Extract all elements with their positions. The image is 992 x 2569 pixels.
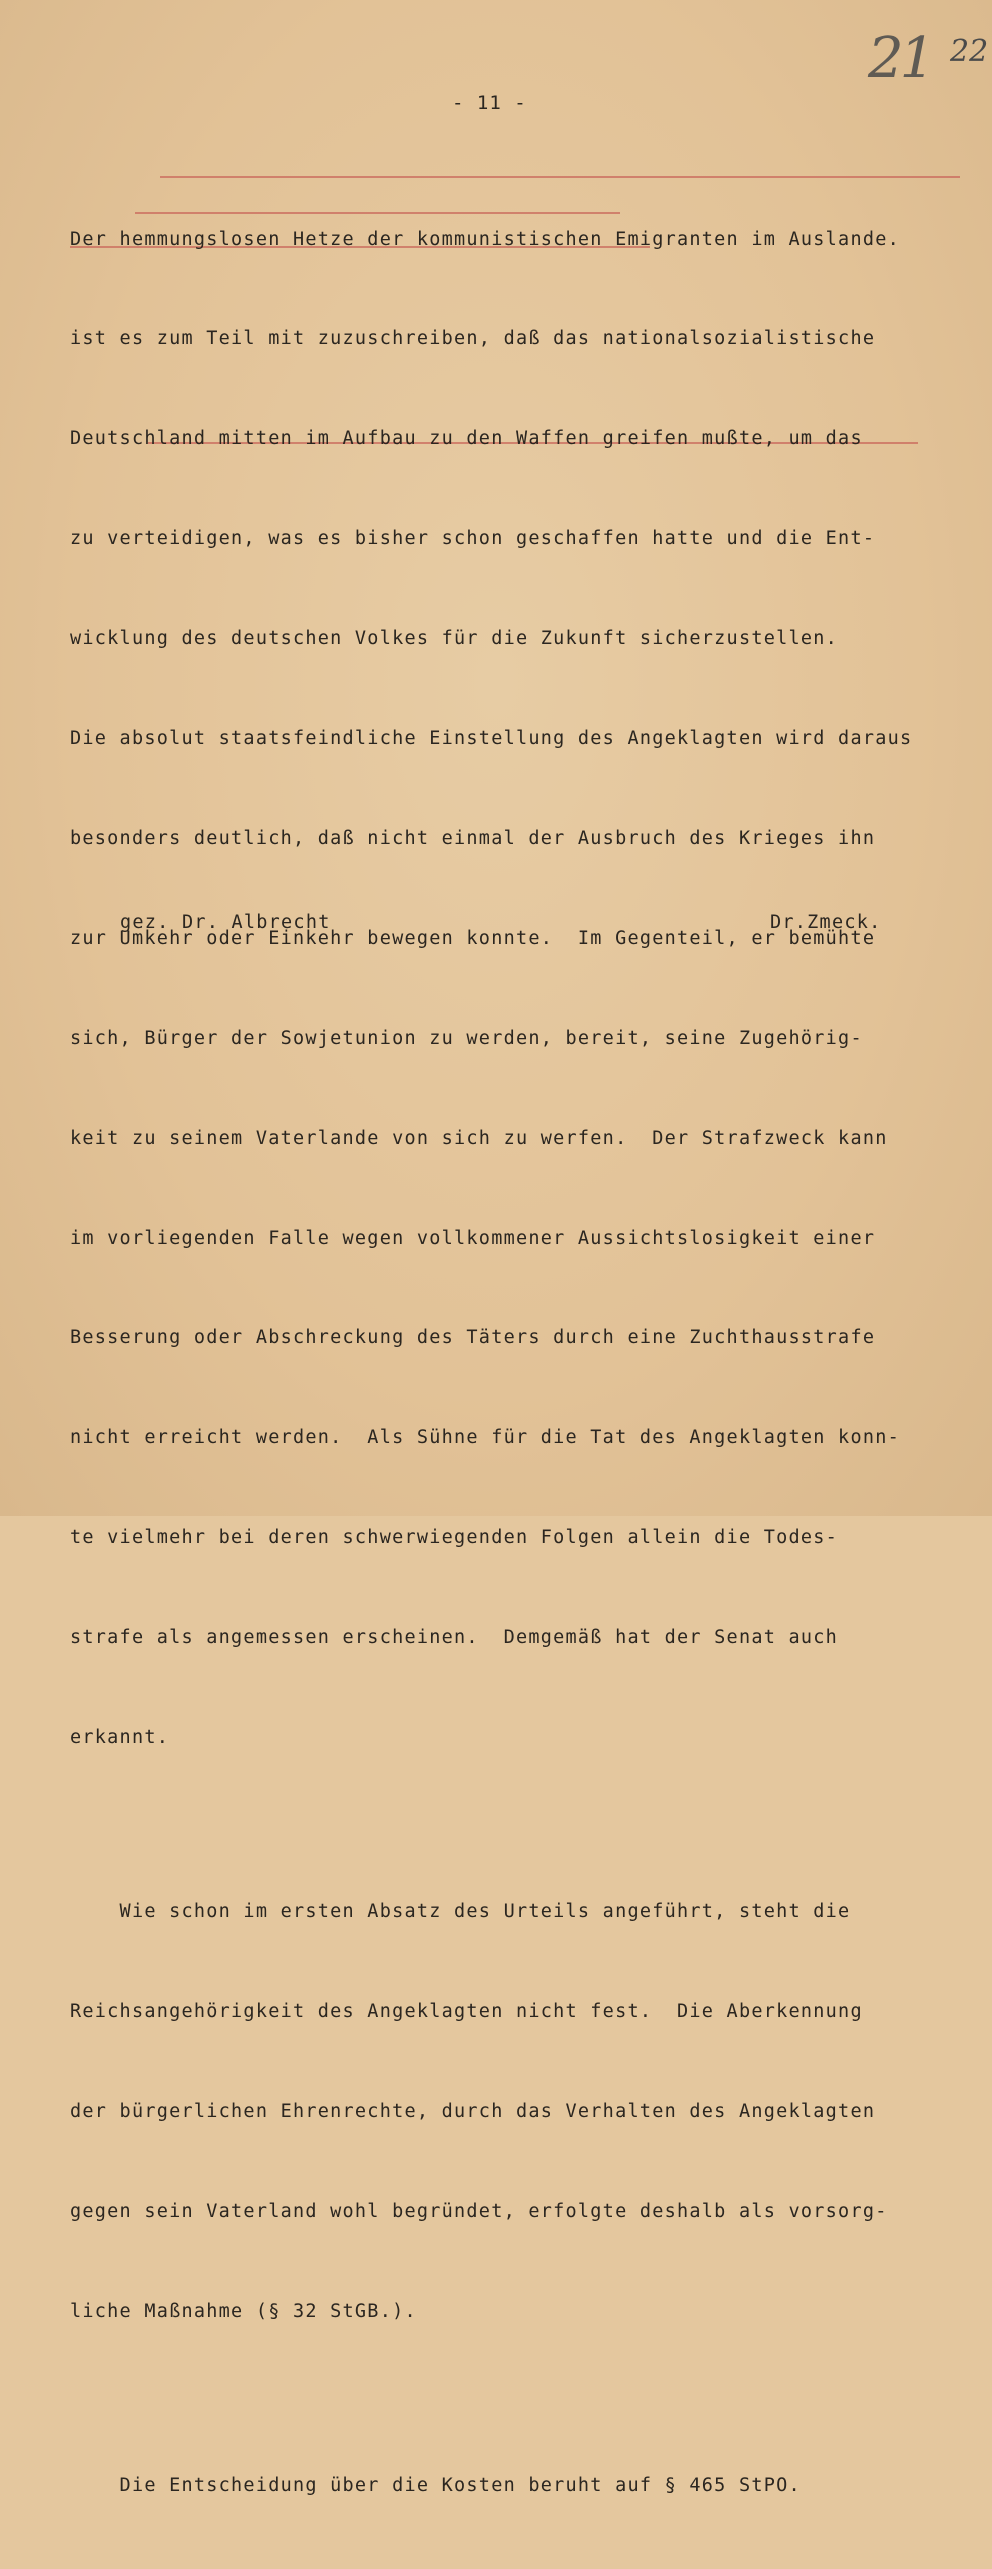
text-line: ist es zum Teil mit zuzuschreiben, daß das nationalsozialistische bbox=[70, 328, 876, 350]
archive-number-main: 21 bbox=[868, 26, 932, 91]
text-line: erkannt. bbox=[70, 1726, 170, 1748]
page-number: - 11 - bbox=[452, 92, 527, 114]
signature-right: Dr.Zmeck. bbox=[770, 912, 882, 933]
text-line: zu verteidigen, was es bisher schon geschaffen hatte und die Ent- bbox=[70, 528, 876, 550]
text-line: besonders deutlich, daß nicht einmal der Ausbruch des Krieges ihn bbox=[70, 827, 876, 849]
text-line: zur Umkehr oder Einkehr bewegen konnte. Im Gegenteil, er bemühte bbox=[70, 927, 876, 949]
text-line: te vielmehr bei deren schwerwiegenden Folgen allein die Todes- bbox=[70, 1527, 839, 1549]
text-line: sich, Bürger der Sowjetunion zu werden, bereit, seine Zugehörig- bbox=[70, 1027, 863, 1049]
text-line: Besserung oder Abschreckung des Täters durch eine Zuchthausstrafe bbox=[70, 1327, 876, 1349]
text-line: Die Entscheidung über die Kosten beruht auf § 465 StPO. bbox=[70, 2475, 801, 2497]
text-line: liche Maßnahme (§ 32 StGB.). bbox=[70, 2301, 417, 2322]
text-line: Deutschland mitten im Aufbau zu den Waffen greifen mußte, um das bbox=[70, 428, 863, 450]
text-line: gegen sein Vaterland wohl begründet, erfolgte deshalb als vorsorg- bbox=[70, 2201, 888, 2223]
text-line: Die absolut staatsfeindliche Einstellung des Angeklagten wird daraus bbox=[70, 728, 913, 750]
text-line: nicht erreicht werden. Als Sühne für die Tat des Angeklagten konn- bbox=[70, 1427, 900, 1449]
text-line: strafe als angemessen erscheinen. Demgemäß hat der Senat auch bbox=[70, 1627, 839, 1649]
text-line: im vorliegenden Falle wegen vollkommener Aussichtslosigkeit einer bbox=[70, 1227, 876, 1249]
paragraph-gap bbox=[70, 2395, 975, 2403]
signature-left: gez. Dr. Albrecht bbox=[120, 912, 331, 933]
text-line: Reichsangehörigkeit des Angeklagten nicht fest. Die Aberkennung bbox=[70, 2001, 863, 2023]
text-line: keit zu seinem Vaterlande von sich zu werfen. Der Strafzweck kann bbox=[70, 1127, 888, 1149]
text-line: wicklung des deutschen Volkes für die Zukunft sicherzustellen. bbox=[70, 628, 839, 650]
text-line: der bürgerlichen Ehrenrechte, durch das Verhalten des Angeklagten bbox=[70, 2101, 876, 2123]
text-line: Der hemmungslosen Hetze der kommunistischen Emigranten im Auslande. bbox=[70, 228, 900, 250]
paragraph-gap bbox=[70, 1821, 975, 1829]
archive-number-secondary: 22 bbox=[950, 34, 989, 69]
text-line: Wie schon im ersten Absatz des Urteils angeführt, steht die bbox=[70, 1901, 851, 1923]
archive-number bbox=[868, 26, 989, 91]
document-body bbox=[70, 156, 975, 2569]
